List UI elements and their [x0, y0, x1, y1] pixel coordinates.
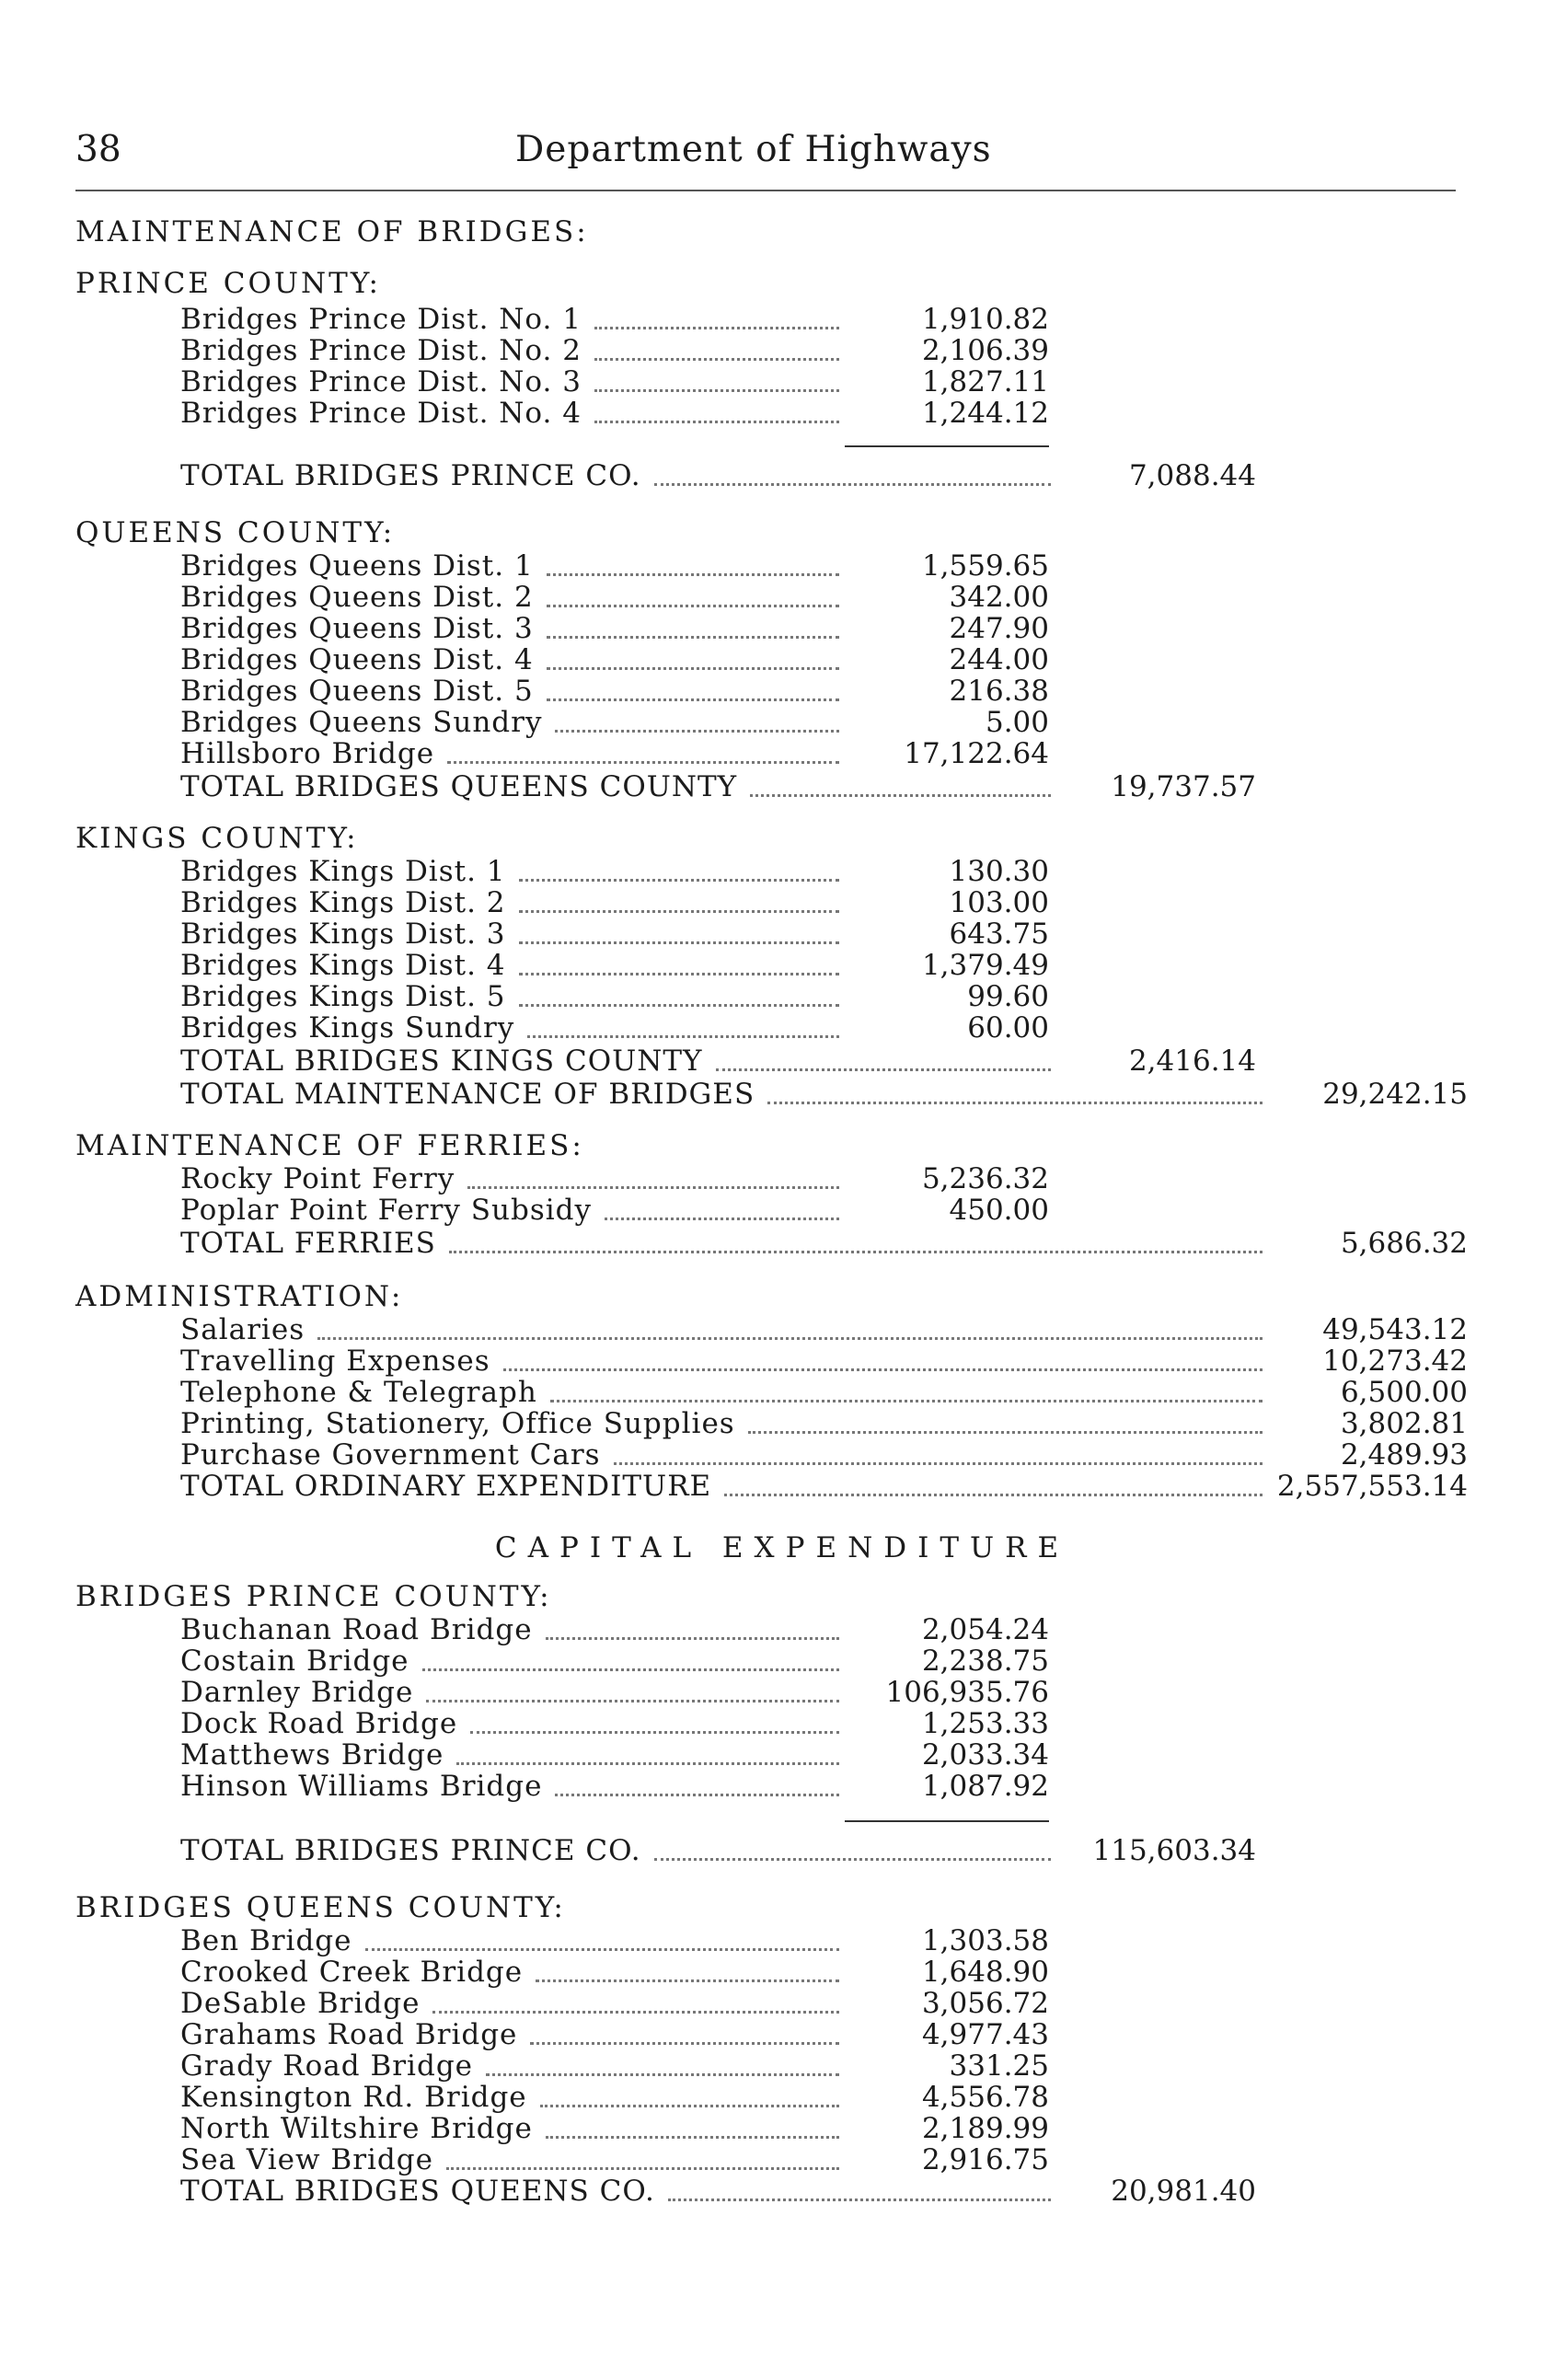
kings-bridge-row-amount: 643.75 — [949, 918, 1049, 951]
maintenance-bridges-total-row-label: TOTAL MAINTENANCE OF BRIDGES — [180, 1078, 755, 1111]
capital-queens-bridge-row-label: North Wiltshire Bridge — [180, 2112, 533, 2145]
dot-leader — [716, 1068, 1051, 1071]
capital-queens-total-row-amount: 20,981.40 — [1111, 2175, 1256, 2208]
prince-total-row-amount: 7,088.44 — [1128, 459, 1256, 492]
dot-leader — [668, 2199, 1051, 2201]
dot-leader — [594, 358, 839, 361]
dot-leader — [614, 1462, 1262, 1465]
kings-bridge-row-label: Bridges Kings Dist. 1 — [180, 855, 506, 888]
capital-queens-bridge-row-label: Grahams Road Bridge — [180, 2018, 518, 2051]
administration-row-label: Purchase Government Cars — [180, 1438, 601, 1472]
kings-county-heading: KINGS COUNTY: — [75, 822, 359, 855]
dot-leader — [555, 730, 839, 733]
prince-bridge-row-label: Bridges Prince Dist. No. 2 — [180, 334, 582, 367]
prince-county-heading: PRINCE COUNTY: — [75, 267, 381, 300]
dot-leader — [519, 941, 839, 944]
administration-row-label: Salaries — [180, 1313, 306, 1346]
capital-prince-bridge-row-label: Darnley Bridge — [180, 1676, 414, 1709]
capital-queens-bridge-row-amount: 331.25 — [949, 2049, 1049, 2083]
prince-bridge-row-amount: 1,910.82 — [921, 303, 1049, 336]
capital-queens-bridge-row-label: Sea View Bridge — [180, 2143, 433, 2176]
queens-bridge-row-label: Bridges Queens Dist. 2 — [180, 581, 534, 614]
dot-leader — [486, 2073, 839, 2076]
administration-row-amount: 49,543.12 — [1322, 1313, 1468, 1346]
capital-queens-bridge-row-amount: 3,056.72 — [921, 1987, 1049, 2020]
ferry-row-amount: 5,236.32 — [921, 1162, 1049, 1195]
maintenance-ferries-heading: MAINTENANCE OF FERRIES: — [75, 1129, 584, 1162]
prince-bridge-row-amount: 1,244.12 — [921, 397, 1049, 430]
dot-leader — [365, 1948, 840, 1951]
queens-bridge-row-amount: 1,559.65 — [921, 549, 1049, 583]
dot-leader — [456, 1762, 839, 1765]
queens-bridge-row-label: Bridges Queens Dist. 4 — [180, 643, 534, 676]
queens-bridge-row-label: Bridges Queens Dist. 1 — [180, 549, 534, 583]
dot-leader — [547, 605, 839, 607]
queens-total-row-label: TOTAL BRIDGES QUEENS COUNTY — [180, 770, 738, 803]
capital-queens-bridge-row-label: Crooked Creek Bridge — [180, 1956, 524, 1989]
queens-bridge-row-label: Hillsboro Bridge — [180, 737, 435, 770]
dot-leader — [767, 1102, 1262, 1104]
dot-leader — [724, 1494, 1262, 1496]
administration-row-label: Printing, Stationery, Office Supplies — [180, 1407, 735, 1440]
kings-bridge-row-label: Bridges Kings Dist. 2 — [180, 886, 506, 919]
capital-prince-bridge-row-amount: 2,238.75 — [921, 1645, 1049, 1678]
capital-prince-bridge-row-label: Hinson Williams Bridge — [180, 1770, 543, 1803]
dot-leader — [447, 761, 839, 764]
capital-queens-bridge-row-amount: 1,303.58 — [921, 1924, 1049, 1957]
capital-queens-bridge-row-label: DeSable Bridge — [180, 1987, 421, 2020]
capital-queens-bridge-row-label: Grady Road Bridge — [180, 2049, 474, 2083]
dot-leader — [750, 794, 1051, 797]
maintenance-bridges-heading: MAINTENANCE OF BRIDGES: — [75, 215, 589, 248]
capital-prince-bridge-row-label: Dock Road Bridge — [180, 1707, 458, 1740]
capital-prince-total-row-label: TOTAL BRIDGES PRINCE CO. — [180, 1834, 641, 1867]
dot-leader — [547, 636, 839, 639]
dot-leader — [546, 2136, 839, 2139]
capital-expenditure-heading: CAPITAL EXPENDITURE — [494, 1531, 1070, 1564]
capital-queens-bridge-row-label: Kensington Rd. Bridge — [180, 2081, 527, 2114]
dot-leader — [654, 1858, 1051, 1861]
header-rule — [75, 190, 1456, 191]
kings-bridge-row-amount: 130.30 — [949, 855, 1049, 888]
dot-leader — [748, 1431, 1262, 1434]
maintenance-bridges-total-row-amount: 29,242.15 — [1322, 1078, 1468, 1111]
prince-bridge-row-label: Bridges Prince Dist. No. 4 — [180, 397, 582, 430]
dot-leader — [426, 1700, 839, 1702]
ordinary-expenditure-total-row-label: TOTAL ORDINARY EXPENDITURE — [180, 1470, 712, 1503]
subtotal-rule — [845, 1820, 1049, 1822]
kings-bridge-row-amount: 60.00 — [967, 1011, 1049, 1045]
ferry-row-label: Poplar Point Ferry Subsidy — [180, 1194, 593, 1227]
capital-prince-bridge-row-label: Costain Bridge — [180, 1645, 409, 1678]
administration-row-label: Telephone & Telegraph — [180, 1376, 537, 1409]
capital-queens-bridge-row-amount: 1,648.90 — [921, 1956, 1049, 1989]
capital-prince-bridge-row-amount: 1,087.92 — [921, 1770, 1049, 1803]
queens-bridge-row-amount: 342.00 — [949, 581, 1049, 614]
ferry-row-label: Rocky Point Ferry — [180, 1162, 455, 1195]
administration-row-amount: 2,489.93 — [1340, 1438, 1468, 1472]
capital-prince-bridge-row-amount: 106,935.76 — [885, 1676, 1049, 1709]
dot-leader — [519, 879, 839, 882]
dot-leader — [467, 1186, 839, 1189]
kings-bridge-row-label: Bridges Kings Dist. 3 — [180, 918, 506, 951]
dot-leader — [546, 1637, 839, 1640]
page-number: 38 — [75, 129, 121, 170]
ferries-total-row-amount: 5,686.32 — [1340, 1227, 1468, 1260]
dot-leader — [527, 1035, 839, 1038]
dot-leader — [432, 2011, 839, 2014]
capital-queens-bridge-row-amount: 2,189.99 — [921, 2112, 1049, 2145]
kings-total-row-amount: 2,416.14 — [1128, 1045, 1256, 1078]
queens-bridge-row-amount: 244.00 — [949, 643, 1049, 676]
prince-bridge-row-amount: 2,106.39 — [921, 334, 1049, 367]
administration-row-amount: 10,273.42 — [1322, 1345, 1468, 1378]
administration-row-label: Travelling Expenses — [180, 1345, 490, 1378]
kings-bridge-row-label: Bridges Kings Dist. 4 — [180, 949, 506, 982]
dot-leader — [519, 1004, 839, 1007]
capital-prince-bridge-row-label: Buchanan Road Bridge — [180, 1613, 533, 1646]
dot-leader — [530, 2042, 839, 2045]
queens-bridge-row-amount: 247.90 — [949, 612, 1049, 645]
queens-bridge-row-amount: 17,122.64 — [904, 737, 1049, 770]
dot-leader — [654, 483, 1051, 486]
queens-bridge-row-label: Bridges Queens Dist. 5 — [180, 675, 534, 708]
running-title: Department of Highways — [515, 129, 992, 170]
prince-bridge-row-label: Bridges Prince Dist. No. 1 — [180, 303, 582, 336]
capital-prince-bridge-row-label: Matthews Bridge — [180, 1738, 444, 1772]
dot-leader — [470, 1731, 839, 1734]
capital-queens-bridge-row-amount: 4,977.43 — [921, 2018, 1049, 2051]
dot-leader — [594, 389, 839, 392]
queens-bridge-row-label: Bridges Queens Dist. 3 — [180, 612, 534, 645]
dot-leader — [550, 1400, 1262, 1402]
ferries-total-row-label: TOTAL FERRIES — [180, 1227, 436, 1260]
administration-row-amount: 3,802.81 — [1340, 1407, 1468, 1440]
dot-leader — [555, 1794, 839, 1796]
capital-queens-total-row-label: TOTAL BRIDGES QUEENS CO. — [180, 2175, 655, 2208]
capital-prince-bridge-row-amount: 1,253.33 — [921, 1707, 1049, 1740]
dot-leader — [446, 2167, 839, 2170]
dot-leader — [547, 698, 839, 701]
capital-prince-bridge-row-amount: 2,033.34 — [921, 1738, 1049, 1772]
capital-queens-bridge-row-label: Ben Bridge — [180, 1924, 352, 1957]
capital-queens-bridge-row-amount: 4,556.78 — [921, 2081, 1049, 2114]
dot-leader — [594, 421, 839, 423]
queens-total-row-amount: 19,737.57 — [1111, 770, 1256, 803]
kings-bridge-row-label: Bridges Kings Sundry — [180, 1011, 515, 1045]
capital-prince-total-row-amount: 115,603.34 — [1092, 1834, 1256, 1867]
kings-total-row-label: TOTAL BRIDGES KINGS COUNTY — [180, 1045, 703, 1078]
capital-prince-county-heading: BRIDGES PRINCE COUNTY: — [75, 1580, 552, 1613]
capital-queens-bridge-row-amount: 2,916.75 — [921, 2143, 1049, 2176]
dot-leader — [503, 1368, 1262, 1371]
capital-prince-bridge-row-amount: 2,054.24 — [921, 1613, 1049, 1646]
queens-bridge-row-label: Bridges Queens Sundry — [180, 706, 543, 739]
prince-total-row-label: TOTAL BRIDGES PRINCE CO. — [180, 459, 641, 492]
administration-heading: ADMINISTRATION: — [75, 1280, 404, 1313]
queens-bridge-row-amount: 5.00 — [985, 706, 1049, 739]
kings-bridge-row-amount: 1,379.49 — [921, 949, 1049, 982]
dot-leader — [422, 1668, 839, 1671]
dot-leader — [605, 1218, 839, 1220]
dot-leader — [547, 667, 839, 670]
kings-bridge-row-label: Bridges Kings Dist. 5 — [180, 980, 506, 1013]
capital-queens-county-heading: BRIDGES QUEENS COUNTY: — [75, 1891, 566, 1924]
dot-leader — [547, 573, 839, 576]
kings-bridge-row-amount: 99.60 — [967, 980, 1049, 1013]
subtotal-rule — [845, 445, 1049, 447]
dot-leader — [519, 973, 839, 975]
dot-leader — [536, 1979, 839, 1982]
dot-leader — [519, 910, 839, 913]
ordinary-expenditure-total-row-amount: 2,557,553.14 — [1276, 1470, 1468, 1503]
dot-leader — [594, 327, 839, 329]
prince-bridge-row-label: Bridges Prince Dist. No. 3 — [180, 365, 582, 398]
queens-bridge-row-amount: 216.38 — [949, 675, 1049, 708]
ferry-row-amount: 450.00 — [949, 1194, 1049, 1227]
queens-county-heading: QUEENS COUNTY: — [75, 516, 396, 549]
prince-bridge-row-amount: 1,827.11 — [921, 365, 1049, 398]
administration-row-amount: 6,500.00 — [1340, 1376, 1468, 1409]
dot-leader — [540, 2105, 839, 2107]
dot-leader — [317, 1337, 1262, 1340]
dot-leader — [449, 1251, 1262, 1253]
kings-bridge-row-amount: 103.00 — [949, 886, 1049, 919]
